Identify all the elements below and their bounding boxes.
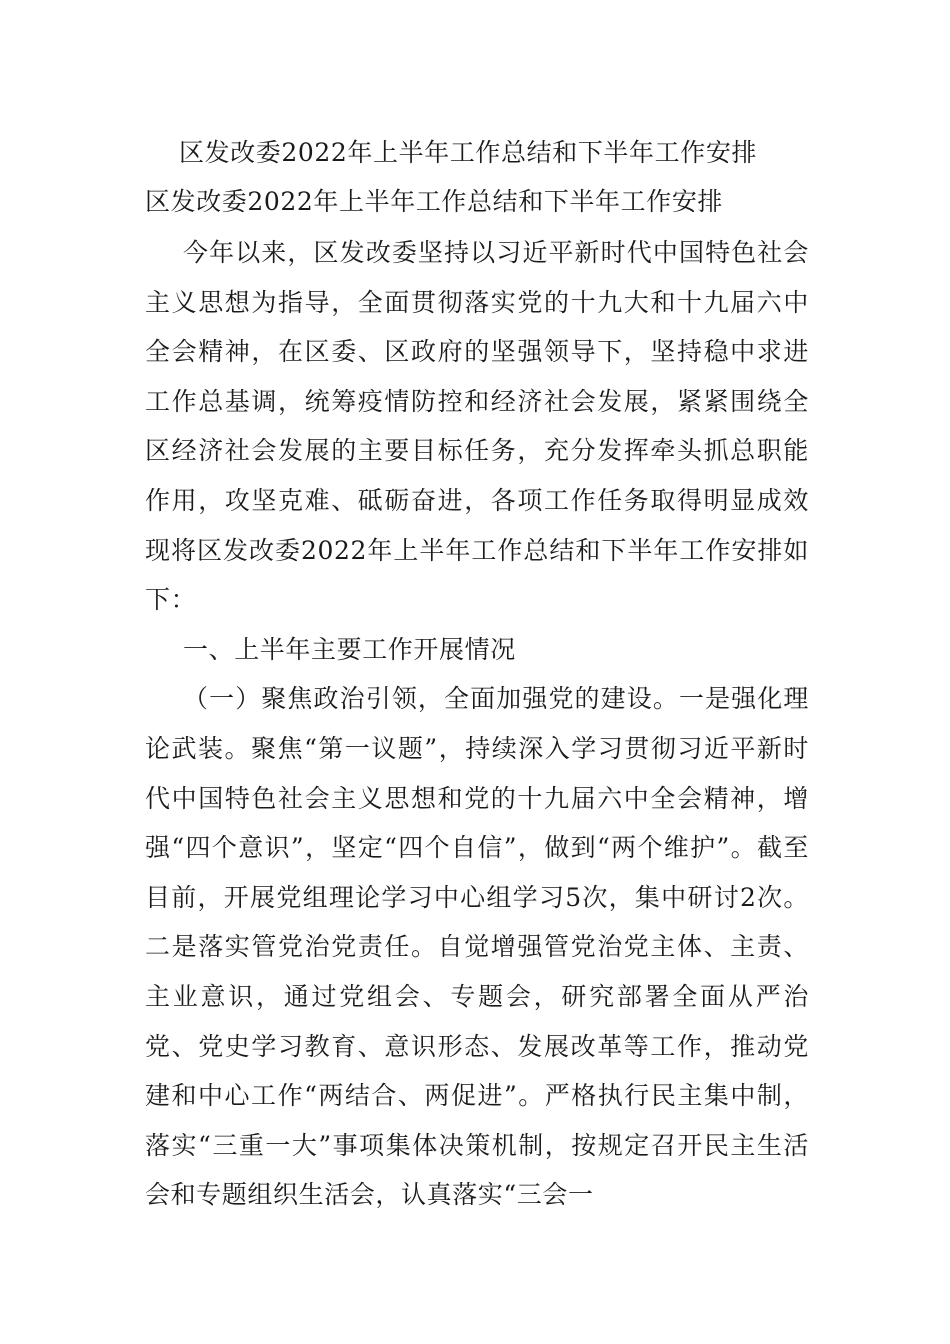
- document-title-line-1: 区发改委2022年上半年工作总结和下半年工作安排: [179, 138, 758, 167]
- document-title-line-2: 区发改委2022年上半年工作总结和下半年工作安排: [145, 187, 724, 216]
- section-heading-1: 一、上半年主要工作开展情况: [183, 634, 516, 664]
- document-body: [145, 128, 809, 1220]
- intro-paragraph: 今年以来，区发改委坚持以习近平新时代中国特色社会主义思想为指导，全面贯彻落实党的十九大和十九届六中全会精神，在区委、区政府的坚强领导下，坚持稳中求进工作总基调，统筹疫情防控和经济社会发展，紧紧围绕全区经济社会发展的主要目标任务，充分发挥牵头抓总职能作用，攻坚克难、砥砺奋进，各项工作任务取得明显成效现将区发改委2022年上半年工作总结和下半年工作安排如下：: [145, 238, 809, 615]
- section-1-paragraph: （一）聚焦政治引领，全面加强党的建设。一是强化理论武装。聚焦“第一议题”，持续深入学习贯彻习近平新时代中国特色社会主义思想和党的十九届六中全会精神，增强“四个意识”，坚定“四个自信”，做到“两个维护”。截至目前，开展党组理论学习中心组学习5次，集中研讨2次。二是落实管党治党责任。自觉增强管党治党主体、主责、主业意识，通过党组会、专题会，研究部署全面从严治党、党史学习教育、意识形态、发展改革等工作，推动党建和中心工作“两结合、两促进”。严格执行民主集中制，落实“三重一大”事项集体决策机制，按规定召开民主生活会和专题组织生活会，认真落实“三会一: [145, 684, 809, 1210]
